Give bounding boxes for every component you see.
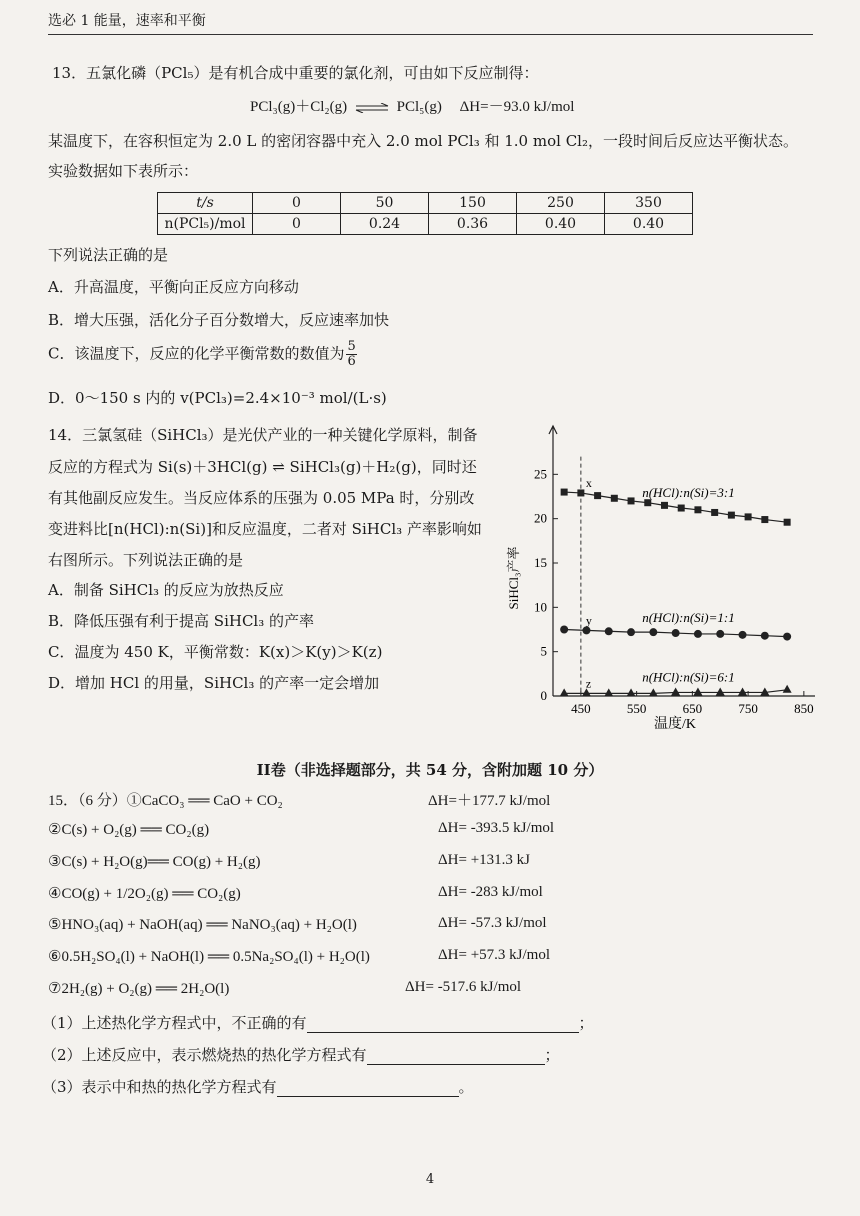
data-point-square: [761, 516, 768, 523]
q15-dh-4: ΔH= -283 kJ/mol: [438, 884, 543, 900]
q14-option-a: A．制备 SiHCl₃ 的反应为放热反应: [48, 581, 284, 599]
q13-equation-right: PCl₅(g): [396, 99, 442, 115]
answer-blank-1[interactable]: [307, 1014, 579, 1033]
fraction-denominator: 6: [347, 354, 356, 369]
table-cell: 0: [253, 193, 341, 214]
data-point-circle: [739, 631, 747, 639]
table-cell: 350: [605, 193, 693, 214]
data-point-triangle: [627, 688, 636, 696]
y-tick-label: 20: [534, 510, 547, 526]
data-point-square: [784, 519, 791, 526]
page-header: [48, 10, 813, 35]
data-point-triangle: [560, 688, 569, 696]
y-tick-label: 10: [534, 599, 547, 615]
q13-intro: 13．五氯化磷（PCl₅）是有机合成中重要的氯化剂，可由如下反应制得：: [52, 64, 539, 82]
header-text: 选必 1 能量，速率和平衡: [48, 13, 206, 29]
q15-equation-6: ⑥0.5H₂SO₄(l) + NaOH(l) ══ 0.5Na₂SO₄(l) + H₂O(l): [48, 949, 370, 965]
answer-blank-2[interactable]: [367, 1046, 545, 1065]
q13-equation-left: PCl₃(g)＋Cl₂(g): [250, 99, 348, 115]
chart-marks: [560, 457, 792, 697]
q13-stem: 下列说法正确的是: [48, 246, 169, 264]
table-cell: 0: [253, 214, 341, 235]
q15-equation-2: ②C(s) + O₂(g) ══ CO₂(g): [48, 822, 210, 838]
q15-first-line: [48, 789, 283, 810]
data-point-triangle: [738, 687, 747, 695]
q13-context: 某温度下，在容积恒定为 2.0 L 的密闭容器中充入 2.0 mol PCl₃ 和 1.0 mol Cl₂，一段时间后反应达平衡状态。: [48, 132, 798, 150]
table-row: [158, 193, 693, 214]
data-point-triangle: [783, 685, 792, 693]
q15-equation-3: ③C(s) + H₂O(g)══ CO(g) + H₂(g): [48, 854, 261, 870]
table-row: [158, 214, 693, 235]
q15-dh-6: ΔH= +57.3 kJ/mol: [438, 947, 550, 963]
data-point-square: [628, 497, 635, 504]
data-point-circle: [627, 628, 635, 636]
q14-option-b: B．降低压强有利于提高 SiHCl₃ 的产率: [48, 612, 315, 630]
q13-option-c-text: C．该温度下，反应的化学平衡常数的数值为: [48, 344, 345, 363]
q15-equation-4: ④CO(g) + 1/2O₂(g) ══ CO₂(g): [48, 886, 241, 902]
q14-line-3: 有其他副反应发生。当反应体系的压强为 0.05 MPa 时，分别改: [48, 489, 475, 507]
data-point-circle: [694, 630, 702, 638]
table-header-amount: n(PCl₅)/mol: [158, 214, 253, 235]
table-cell: 250: [517, 193, 605, 214]
y-tick-label: 5: [540, 643, 547, 659]
fraction-numerator: 5: [347, 339, 356, 354]
point-label: y: [585, 613, 592, 628]
q14-option-c: C．温度为 450 K，平衡常数：K(x)＞K(y)＞K(z): [48, 643, 383, 661]
series-label: n(HCl):n(Si)=3:1: [642, 485, 735, 501]
data-point-square: [611, 495, 618, 502]
data-point-circle: [761, 632, 769, 640]
data-point-square: [577, 489, 584, 496]
table-cell: 0.40: [605, 214, 693, 235]
table-header-time: t/s: [158, 193, 253, 214]
data-point-square: [594, 492, 601, 499]
data-point-circle: [605, 627, 613, 635]
equilibrium-arrow-icon: [355, 103, 389, 113]
data-point-circle: [716, 630, 724, 638]
data-point-triangle: [760, 687, 769, 695]
data-point-square: [694, 506, 701, 513]
q13-data-table: [157, 192, 693, 235]
table-cell: 0.40: [517, 214, 605, 235]
data-point-square: [711, 509, 718, 516]
data-point-circle: [672, 629, 680, 637]
data-point-square: [728, 512, 735, 519]
q13-option-a: A．升高温度，平衡向正反应方向移动: [48, 278, 299, 296]
q13-equation: [250, 95, 574, 116]
data-point-triangle: [716, 687, 725, 695]
q14-line-5: 右图所示。下列说法正确的是: [48, 551, 244, 569]
point-label: z: [585, 676, 592, 691]
q15-dh-7: ΔH= -517.6 kJ/mol: [405, 979, 522, 995]
section2-title: II卷（非选择题部分，共 54 分，含附加题 10 分）: [256, 761, 604, 779]
table-cell: 50: [341, 193, 429, 214]
y-tick-label: 15: [534, 555, 547, 570]
q13-delta-h: ΔH=－93.0 kJ/mol: [459, 99, 575, 115]
fraction: [346, 340, 356, 369]
q13-table-intro: 实验数据如下表所示：: [48, 162, 199, 180]
q15-dh-3: ΔH= +131.3 kJ: [438, 852, 530, 868]
data-point-circle: [649, 628, 657, 636]
data-point-circle: [783, 633, 791, 641]
q15-dh-2: ΔH= -393.5 kJ/mol: [438, 820, 555, 836]
data-point-triangle: [649, 688, 658, 696]
q15-equation-1: ①CaCO₃ ══ CaO + CO₂: [126, 793, 283, 809]
q15-sub2-text: （2）上述反应中，表示燃烧热的热化学方程式有: [42, 1046, 367, 1064]
data-point-circle: [582, 626, 590, 634]
q15-intro: 15．（6 分）: [48, 793, 127, 809]
data-point-square: [678, 505, 685, 512]
q15-sub2: [42, 1044, 560, 1065]
q15-sub3: [42, 1076, 474, 1097]
x-tick-label: 850: [794, 701, 814, 716]
q13-option-c: [48, 340, 357, 369]
data-point-square: [745, 513, 752, 520]
chart-y-axis-label: SiHCl₃产率: [506, 546, 521, 610]
data-point-square: [561, 489, 568, 496]
x-tick-label: 550: [626, 701, 647, 716]
q14-line-2: 反应的方程式为 Si(s)＋3HCl(g) ⇌ SiHCl₃(g)＋H₂(g)，同时还: [48, 458, 477, 476]
table-cell: 0.36: [429, 214, 517, 235]
q15-dh-5: ΔH= -57.3 kJ/mol: [438, 915, 547, 931]
page-number: 4: [425, 1172, 435, 1187]
x-tick-label: 450: [571, 701, 591, 716]
point-label: x: [585, 475, 592, 490]
chart-x-axis-label: 温度/K: [654, 717, 696, 732]
answer-blank-3[interactable]: [277, 1078, 459, 1097]
data-point-triangle: [693, 687, 702, 695]
x-tick-label: 650: [682, 701, 703, 716]
q15-sub1-end: ；: [578, 1014, 594, 1032]
q15-sub1-text: （1）上述热化学方程式中，不正确的有: [42, 1014, 307, 1032]
y-tick-label: 25: [534, 466, 547, 482]
series-label: n(HCl):n(Si)=1:1: [642, 610, 735, 626]
yield-chart: [505, 418, 825, 753]
q14-line-4: 变进料比[n(HCl):n(Si)]和反应温度，二者对 SiHCl₃ 产率影响如: [48, 520, 482, 538]
q15-sub3-text: （3）表示中和热的热化学方程式有: [42, 1078, 277, 1096]
q15-sub1: [42, 1012, 594, 1033]
q14-line-1: 14．三氯氢硅（SiHCl₃）是光伏产业的一种关键化学原料，制备: [48, 426, 478, 444]
data-point-triangle: [671, 687, 680, 695]
x-tick-label: 750: [738, 701, 758, 716]
data-point-square: [644, 499, 651, 506]
series-label: n(HCl):n(Si)=6:1: [642, 669, 735, 685]
data-point-triangle: [604, 688, 613, 696]
q14-option-d: D．增加 HCl 的用量，SiHCl₃ 的产率一定会增加: [48, 674, 380, 692]
y-tick-label: 0: [540, 688, 547, 703]
q13-option-d: D．0～150 s 内的 v(PCl₃)=2.4×10⁻³ mol/(L·s): [48, 389, 387, 407]
table-cell: 0.24: [341, 214, 429, 235]
q15-sub3-end: 。: [458, 1078, 474, 1096]
q15-sub2-end: ；: [544, 1046, 560, 1064]
data-point-circle: [560, 626, 568, 634]
q15-equation-7: ⑦2H₂(g) + O₂(g) ══ 2H₂O(l): [48, 981, 230, 997]
q15-dh-1: ΔH=＋177.7 kJ/mol: [428, 793, 551, 809]
q13-option-b: B．增大压强，活化分子百分数增大，反应速率加快: [48, 311, 390, 329]
table-cell: 150: [429, 193, 517, 214]
q15-equation-5: ⑤HNO₃(aq) + NaOH(aq) ══ NaNO₃(aq) + H₂O(l): [48, 917, 357, 933]
data-point-square: [661, 502, 668, 509]
